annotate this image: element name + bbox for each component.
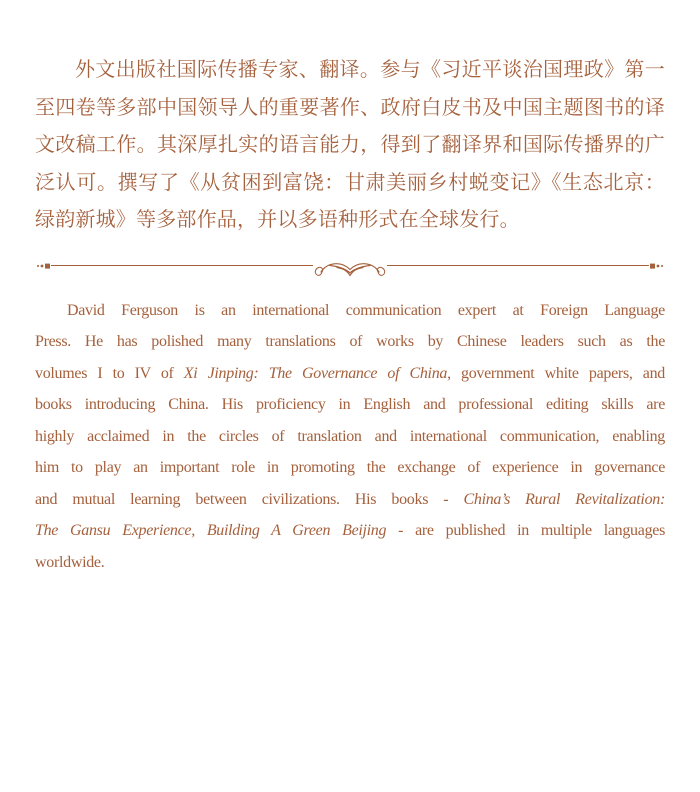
chinese-bio-line: 文改稿工作。其深厚扎实的语言能力，得到了翻译界和国际传播界的广 bbox=[35, 134, 665, 156]
english-bio-paragraph bbox=[35, 295, 665, 579]
ornamental-divider bbox=[35, 256, 665, 282]
bio-text: him to play an important role in promoting the exchange of experience in governance bbox=[35, 459, 665, 476]
bio-text: worldwide. bbox=[35, 553, 105, 571]
english-bio-line bbox=[35, 515, 665, 547]
bio-text: books introducing China. His proficiency in English and professional editing skills are bbox=[35, 396, 665, 413]
chinese-bio-line: 外文出版社国际传播专家、翻译。参与《习近平谈治国理政》第一 bbox=[75, 59, 665, 81]
chinese-bio-line: 至四卷等多部中国领导人的重要著作、政府白皮书及中国主题图书的译 bbox=[35, 96, 665, 119]
english-bio-line bbox=[35, 484, 665, 516]
chinese-bio-line: 泛认可。撰写了《从贫困到富饶：甘肃美丽乡村蜕变记》《生态北京： bbox=[35, 171, 665, 194]
bio-text: David Ferguson is an international communication expert at Foreign Language bbox=[67, 301, 665, 319]
bio-text: volumes I to IV of bbox=[35, 364, 184, 382]
english-bio-line bbox=[35, 326, 665, 358]
english-bio-line bbox=[35, 547, 665, 579]
english-bio-line bbox=[35, 389, 665, 421]
english-bio-line bbox=[35, 358, 665, 390]
book-title: Xi Jinping: The Governance of China bbox=[183, 364, 448, 382]
bio-text: and mutual learning between civilizations. His books - bbox=[35, 490, 464, 508]
bio-text: highly acclaimed in the circles of translation and international communication, enabling bbox=[35, 427, 665, 445]
chinese-bio-paragraph bbox=[35, 52, 665, 240]
divider-rule-right bbox=[387, 265, 649, 266]
bio-text: Press. He has polished many translations of works by Chinese leaders such as the bbox=[35, 333, 665, 350]
bio-text: , government white papers, and bbox=[447, 364, 665, 382]
divider-right-cap-icon bbox=[649, 256, 665, 282]
bio-text: - are published in multiple languages bbox=[386, 522, 665, 539]
swash-ornament-icon bbox=[313, 256, 387, 282]
document-page bbox=[0, 52, 700, 792]
book-title: The Gansu Experience, Building A Green Beijing bbox=[35, 522, 387, 539]
divider-rule-left bbox=[51, 265, 313, 266]
english-bio-line bbox=[35, 452, 665, 484]
divider-left-cap-icon bbox=[35, 256, 51, 282]
english-bio-line bbox=[35, 295, 665, 327]
english-bio-line bbox=[35, 421, 665, 453]
chinese-bio-line: 绿韵新城》等多部作品，并以多语种形式在全球发行。 bbox=[35, 209, 520, 231]
book-title: China’s Rural Revitalization: bbox=[463, 490, 665, 508]
